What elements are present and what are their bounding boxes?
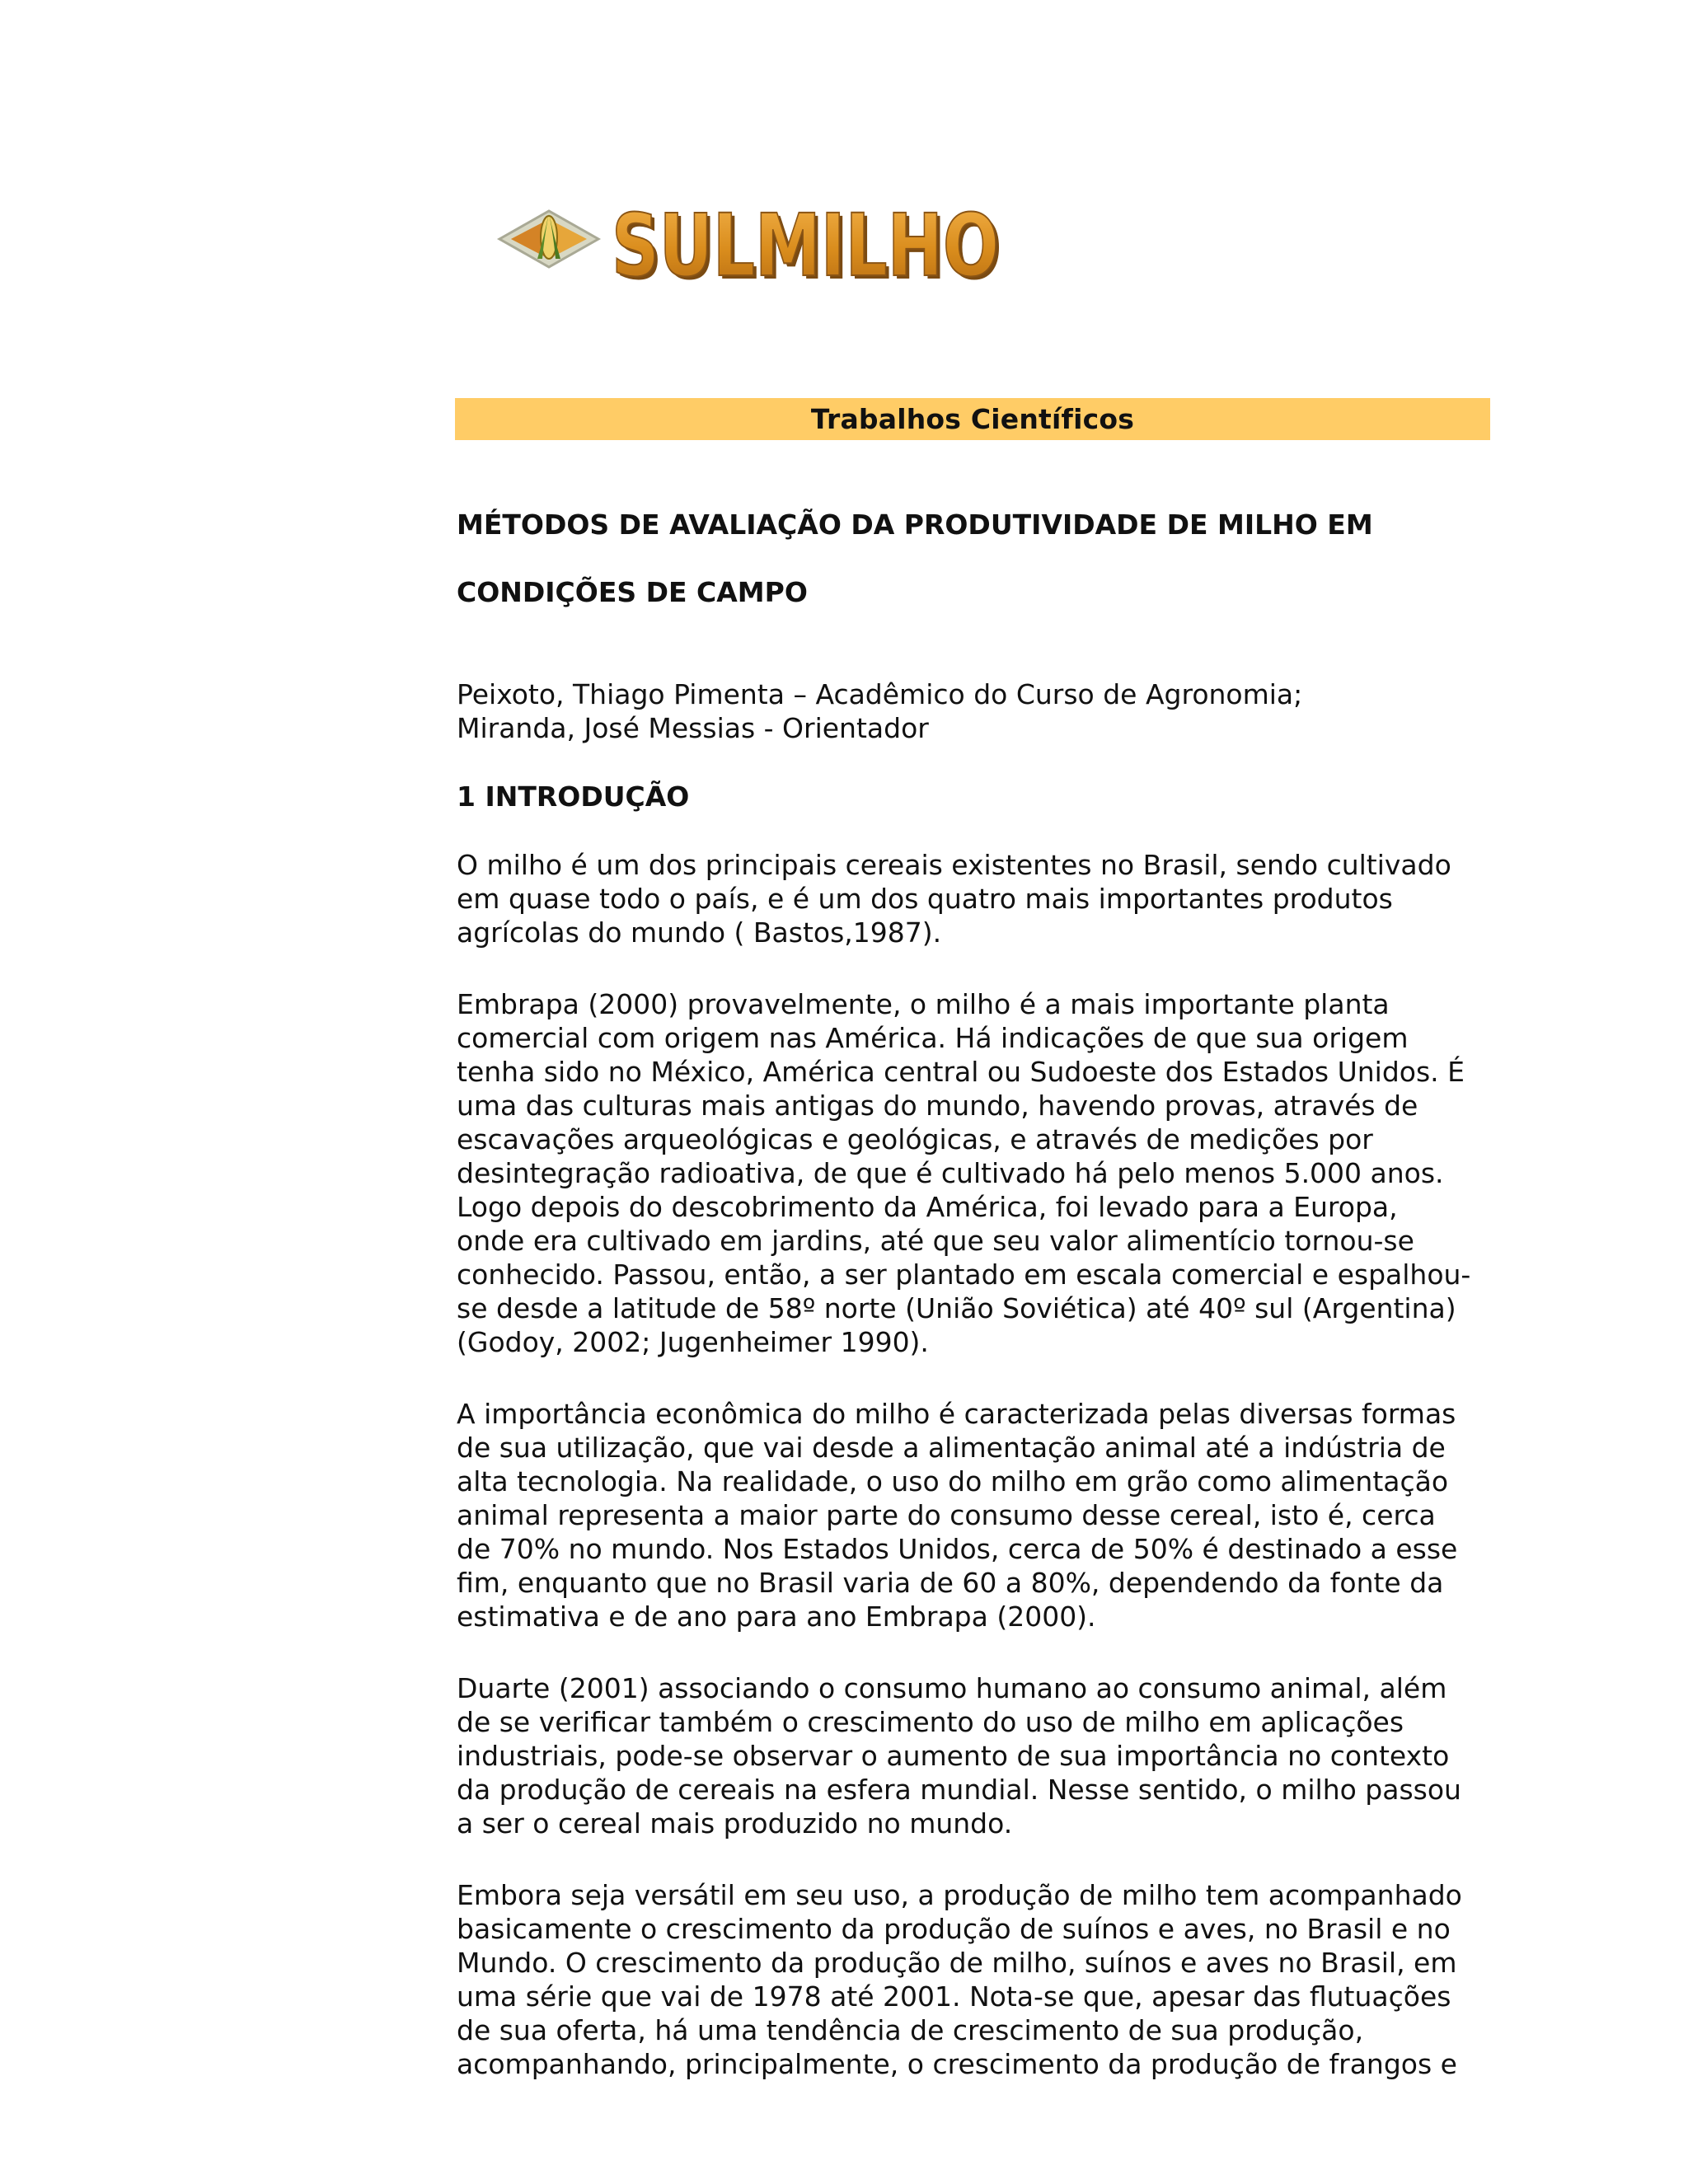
paragraph-line: tenha sido no México, América central ou Sudoeste dos Estados Unidos. É bbox=[457, 1056, 1465, 1088]
sulmilho-logo bbox=[495, 188, 1006, 295]
paragraph-line: a ser o cereal mais produzido no mundo. bbox=[457, 1807, 1013, 1840]
paragraph-line: em quase todo o país, e é um dos quatro mais importantes produtos bbox=[457, 883, 1393, 915]
paragraph-line: onde era cultivado em jardins, até que seu valor alimentício tornou-se bbox=[457, 1225, 1414, 1257]
svg-text:SULMILHO: SULMILHO bbox=[615, 199, 1002, 295]
paragraph-line: agrícolas do mundo ( Bastos,1987). bbox=[457, 916, 942, 949]
paragraph-line: de sua oferta, há uma tendência de crescimento de sua produção, bbox=[457, 2014, 1364, 2046]
paragraph-line: fim, enquanto que no Brasil varia de 60 a 80%, dependendo da fonte da bbox=[457, 1567, 1444, 1599]
article-title bbox=[457, 474, 1495, 643]
section-header-bar bbox=[455, 398, 1490, 440]
paragraph-line: basicamente o crescimento da produção de suínos e aves, no Brasil e no bbox=[457, 1913, 1451, 1945]
article-body bbox=[457, 848, 1495, 2081]
paragraph-line: da produção de cereais na esfera mundial. Nesse sentido, o milho passou bbox=[457, 1774, 1461, 1806]
paragraph-line: uma das culturas mais antigas do mundo, havendo provas, através de bbox=[457, 1090, 1418, 1122]
paragraph-line: de se verificar também o crescimento do uso de milho em aplicações bbox=[457, 1706, 1404, 1738]
section-heading: 1 INTRODUÇÃO bbox=[457, 780, 690, 813]
body-paragraph bbox=[457, 1671, 1495, 1840]
body-paragraph bbox=[457, 1397, 1495, 1633]
article-content bbox=[457, 474, 1495, 2119]
author-line: Miranda, José Messias - Orientador bbox=[457, 712, 929, 744]
logo-wordmark: SULMILHO bbox=[612, 195, 999, 295]
paragraph-line: alta tecnologia. Na realidade, o uso do milho em grão como alimentação bbox=[457, 1465, 1449, 1497]
paragraph-line: de 70% no mundo. Nos Estados Unidos, cerca de 50% é destinado a esse bbox=[457, 1533, 1458, 1565]
body-paragraph bbox=[457, 1878, 1495, 2081]
paragraph-line: acompanhando, principalmente, o crescimento da produção de frangos e bbox=[457, 2048, 1457, 2080]
paragraph-line: se desde a latitude de 58º norte (União Soviética) até 40º sul (Argentina) bbox=[457, 1292, 1456, 1324]
paragraph-line: Logo depois do descobrimento da América, foi levado para a Europa, bbox=[457, 1191, 1398, 1223]
paragraph-line: industriais, pode-se observar o aumento de sua importância no contexto bbox=[457, 1740, 1450, 1772]
paragraph-line: A importância econômica do milho é caracterizada pelas diversas formas bbox=[457, 1398, 1456, 1430]
paragraph-line: Mundo. O crescimento da produção de milho, suínos e aves no Brasil, em bbox=[457, 1947, 1457, 1979]
article-authors bbox=[457, 677, 1495, 745]
paragraph-line: desintegração radioativa, de que é cultivado há pelo menos 5.000 anos. bbox=[457, 1157, 1444, 1189]
body-paragraph bbox=[457, 848, 1495, 949]
paragraph-line: uma série que vai de 1978 até 2001. Nota-se que, apesar das flutuações bbox=[457, 1980, 1451, 2013]
body-paragraph bbox=[457, 987, 1495, 1359]
paragraph-line: conhecido. Passou, então, a ser plantado em escala comercial e espalhou- bbox=[457, 1258, 1471, 1291]
sulmilho-logo-graphic bbox=[495, 188, 1006, 295]
paragraph-line: escavações arqueológicas e geológicas, e através de medições por bbox=[457, 1123, 1373, 1155]
paragraph-line: O milho é um dos principais cereais existentes no Brasil, sendo cultivado bbox=[457, 849, 1451, 881]
article-title-line: CONDIÇÕES DE CAMPO bbox=[457, 576, 808, 608]
paragraph-line: Embora seja versátil em seu uso, a produção de milho tem acompanhado bbox=[457, 1879, 1462, 1911]
paragraph-line: animal representa a maior parte do consumo desse cereal, isto é, cerca bbox=[457, 1499, 1436, 1531]
paragraph-line: estimativa e de ano para ano Embrapa (2000). bbox=[457, 1601, 1096, 1633]
paragraph-line: Duarte (2001) associando o consumo humano ao consumo animal, além bbox=[457, 1672, 1447, 1704]
paragraph-line: (Godoy, 2002; Jugenheimer 1990). bbox=[457, 1326, 929, 1358]
section-header-label: Trabalhos Científicos bbox=[810, 403, 1135, 435]
article-title-line: MÉTODOS DE AVALIAÇÃO DA PRODUTIVIDADE DE MILHO EM bbox=[457, 509, 1373, 541]
paragraph-line: comercial com origem nas América. Há indicações de que sua origem bbox=[457, 1022, 1409, 1054]
paragraph-line: Embrapa (2000) provavelmente, o milho é a mais importante planta bbox=[457, 988, 1390, 1020]
author-line: Peixoto, Thiago Pimenta – Acadêmico do Curso de Agronomia; bbox=[457, 678, 1303, 710]
paragraph-line: de sua utilização, que vai desde a alimentação animal até a indústria de bbox=[457, 1432, 1446, 1464]
corn-emblem-icon bbox=[499, 211, 598, 267]
